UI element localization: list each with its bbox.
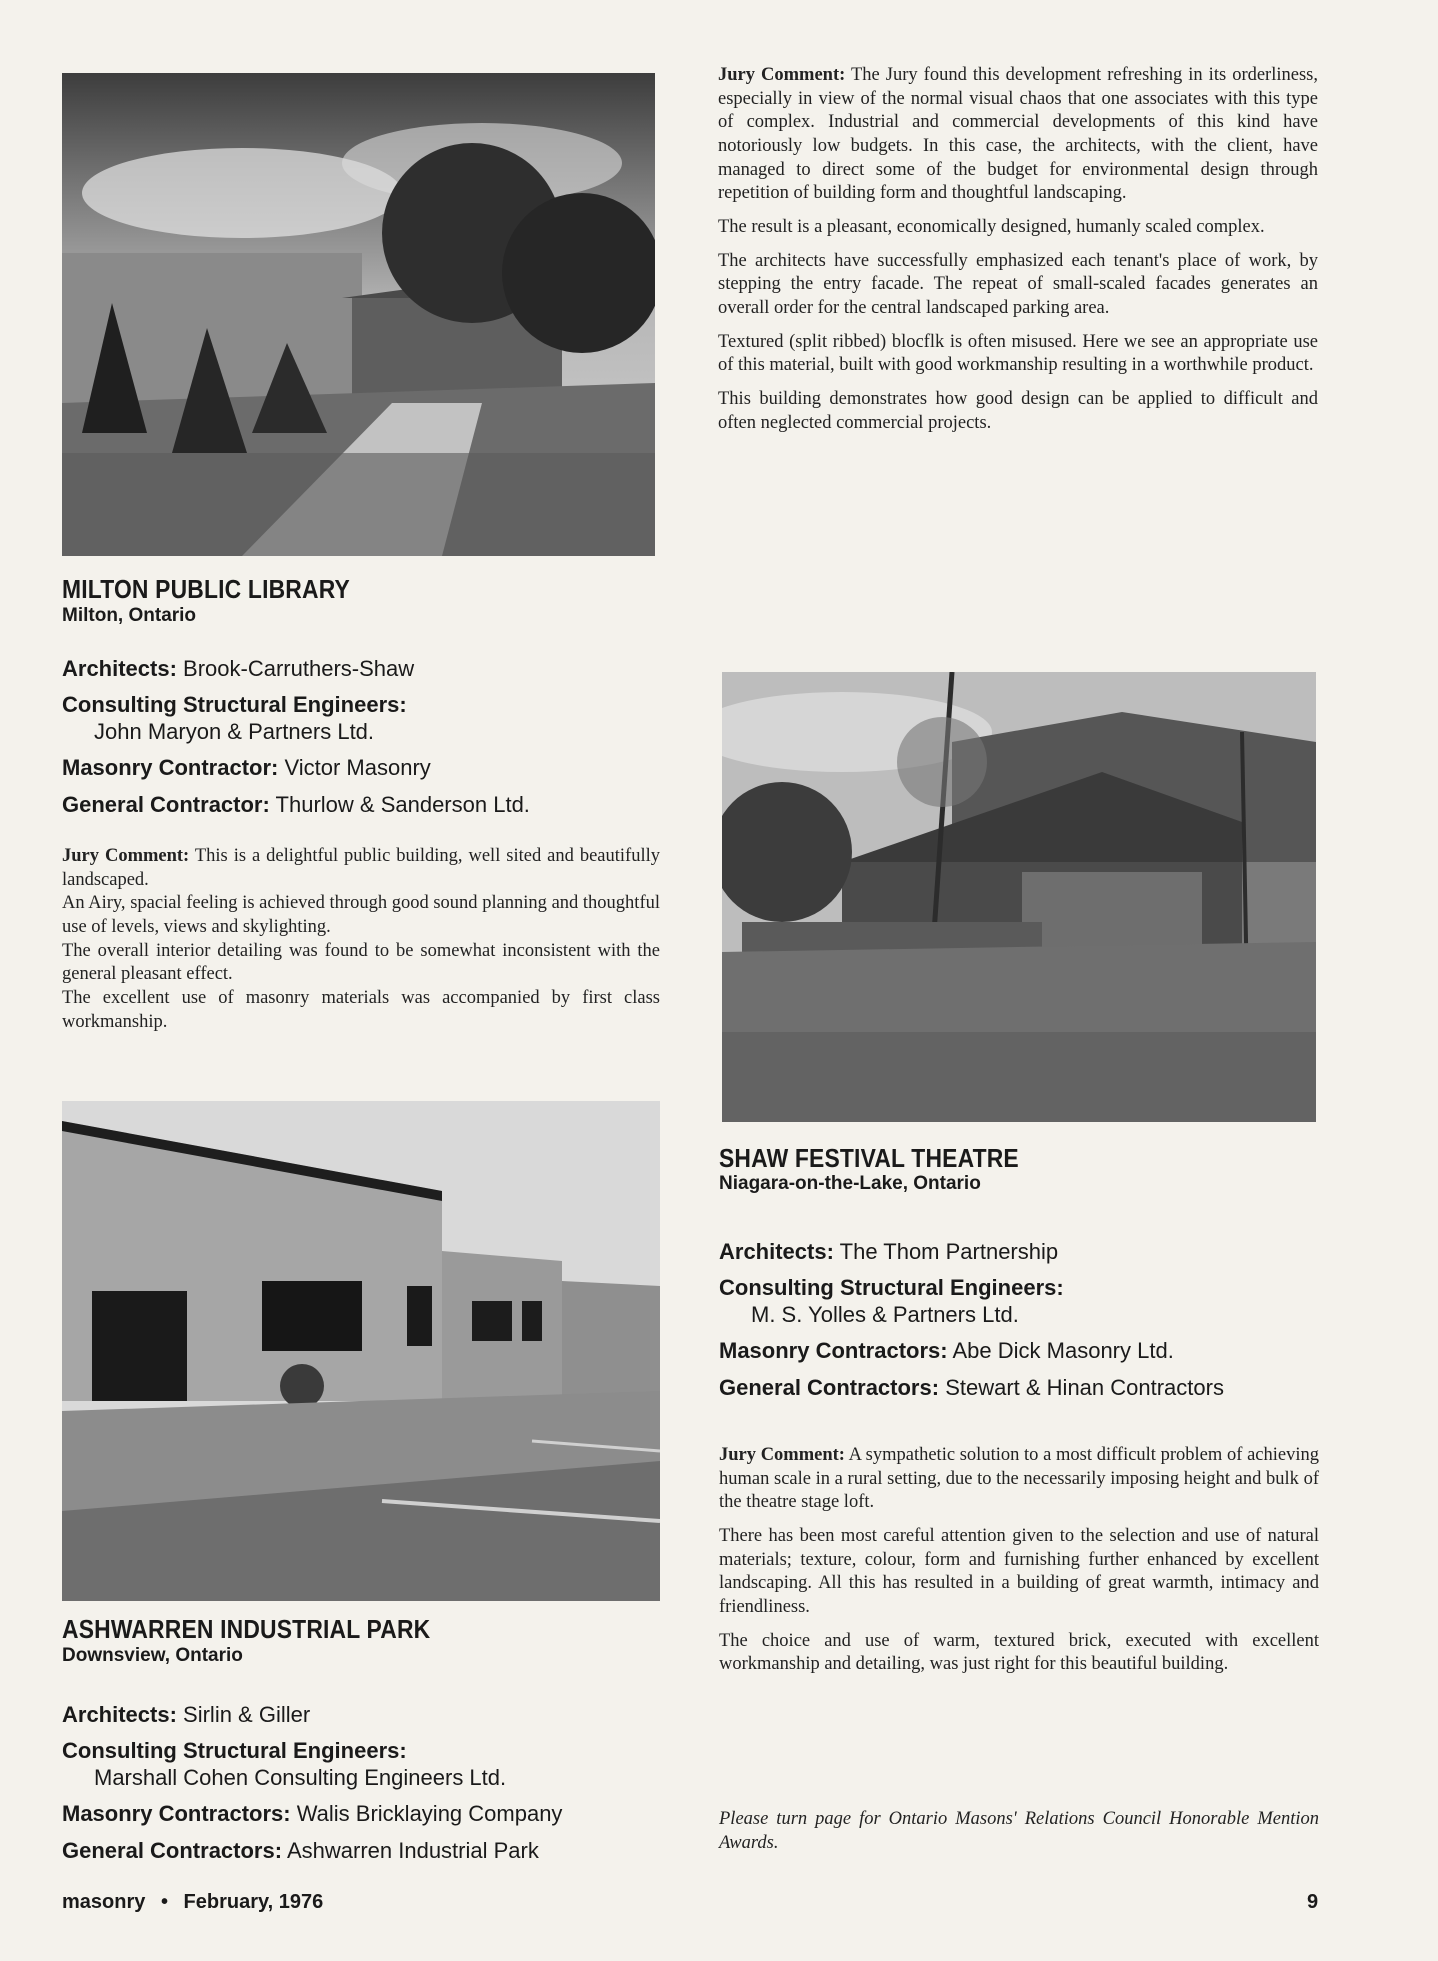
milton-jury-comment (62, 845, 660, 1034)
architects-label: Architects: (62, 656, 177, 681)
ashwarren-title: ASHWARREN INDUSTRIAL PARK (62, 1614, 431, 1644)
jury-paragraph: The choice and use of warm, textured brick, executed with excellent workmanship and detailing, was just right for this beautiful building. (719, 1630, 1319, 1675)
structural-label: Consulting Structural Engineers: (62, 692, 407, 718)
architects-value: Brook-Carruthers-Shaw (183, 656, 415, 681)
architects-value: The Thom Partnership (839, 1239, 1059, 1264)
jury-line: An Airy, spacial feeling is achieved through good sound planning and thoughtful use of levels, views and skylighting. (62, 893, 660, 938)
milton-credits (62, 656, 662, 828)
general-value: Stewart & Hinan Contractors (945, 1374, 1224, 1400)
milton-library-photo (62, 73, 655, 556)
jury-line: Jury Comment: This is a delightful public building, well sited and beautifully landscaped. (62, 846, 660, 890)
footer-magazine (62, 1891, 323, 1914)
shaw-credits (719, 1239, 1359, 1411)
architects-label: Architects: (62, 1702, 177, 1727)
structural-value: John Maryon & Partners Ltd. (94, 718, 375, 744)
masonry-value: Walis Bricklaying Company (296, 1801, 563, 1827)
masonry-label: Masonry Contractor: (62, 755, 279, 781)
shaw-theatre-photo (722, 672, 1316, 1122)
structural-label: Consulting Structural Engineers: (62, 1738, 407, 1764)
ashwarren-jury-comment (718, 64, 1318, 445)
masonry-label: Masonry Contractors: (719, 1338, 948, 1364)
masonry-value: Abe Dick Masonry Ltd. (952, 1338, 1174, 1364)
issue-date: February, 1976 (183, 1891, 324, 1913)
masonry-value: Victor Masonry (284, 755, 431, 781)
magazine-name: masonry (62, 1891, 146, 1913)
general-label: General Contractor: (62, 791, 270, 817)
bullet: • (160, 1891, 168, 1913)
general-label: General Contractors: (719, 1374, 940, 1400)
general-label: General Contractors: (62, 1837, 283, 1863)
ashwarren-credits (62, 1702, 702, 1874)
structural-label: Consulting Structural Engineers: (719, 1275, 1064, 1301)
jury-paragraph: This building demonstrates how good design can be applied to difficult and often neglected commercial projects. (718, 389, 1318, 433)
general-value: Thurlow & Sanderson Ltd. (275, 791, 530, 817)
page-number: 9 (1307, 1891, 1319, 1913)
ashwarren-photo (62, 1101, 660, 1601)
structural-value: Marshall Cohen Consulting Engineers Ltd. (94, 1764, 507, 1790)
shaw-jury-comment (719, 1444, 1319, 1687)
jury-paragraph: Jury Comment: The Jury found this development refreshing in its orderliness, especially in view of the normal visual chaos that one associates with this type of complex. Industrial and commercial developments of this kind have notoriously low budgets. In this case, the architects, with the client, have managed to direct some of the budget for environmental design through repetition of building form and thoughtful landscaping. (718, 65, 1318, 204)
jury-line: The excellent use of masonry materials was accompanied by first class workmanship. (62, 988, 660, 1032)
jury-line: The overall interior detailing was found to be somewhat inconsistent with the general pleasant effect. (62, 940, 660, 985)
jury-paragraph: The architects have successfully emphasized each tenant's place of work, by stepping the entry facade. The repeat of small-scaled facades generates an overall order for the central landscaped parking area. (718, 250, 1318, 319)
ashwarren-location: Downsview, Ontario (62, 1645, 243, 1666)
structural-value: M. S. Yolles & Partners Ltd. (751, 1301, 1019, 1327)
shaw-title: SHAW FESTIVAL THEATRE (719, 1143, 1019, 1173)
shaw-location: Niagara-on-the-Lake, Ontario (719, 1173, 981, 1194)
jury-paragraph: There has been most careful attention given to the selection and use of natural materials; texture, colour, form and furnishing further enhanced by excellent landscaping. All this has resulted in a building of great warmth, intimacy and friendliness. (719, 1526, 1319, 1618)
architects-value: Sirlin & Giller (183, 1702, 311, 1727)
masonry-label: Masonry Contractors: (62, 1801, 291, 1827)
jury-paragraph: The result is a pleasant, economically designed, humanly scaled complex. (718, 217, 1265, 238)
jury-paragraph: Textured (split ribbed) blocflk is often misused. Here we see an appropriate use of this material, built with good workmanship resulting in a worthwhile product. (718, 331, 1318, 376)
general-value: Ashwarren Industrial Park (286, 1837, 539, 1863)
architects-label: Architects: (719, 1239, 834, 1264)
jury-paragraph: Jury Comment: A sympathetic solution to a most difficult problem of achieving human scale in a rural setting, due to the necessarily imposing height and bulk of the theatre stage loft. (719, 1445, 1319, 1513)
milton-title: MILTON PUBLIC LIBRARY (62, 574, 350, 604)
milton-location: Milton, Ontario (62, 605, 197, 626)
page-turn-note: Please turn page for Ontario Masons' Relations Council Honorable Mention Awards. (719, 1809, 1319, 1853)
